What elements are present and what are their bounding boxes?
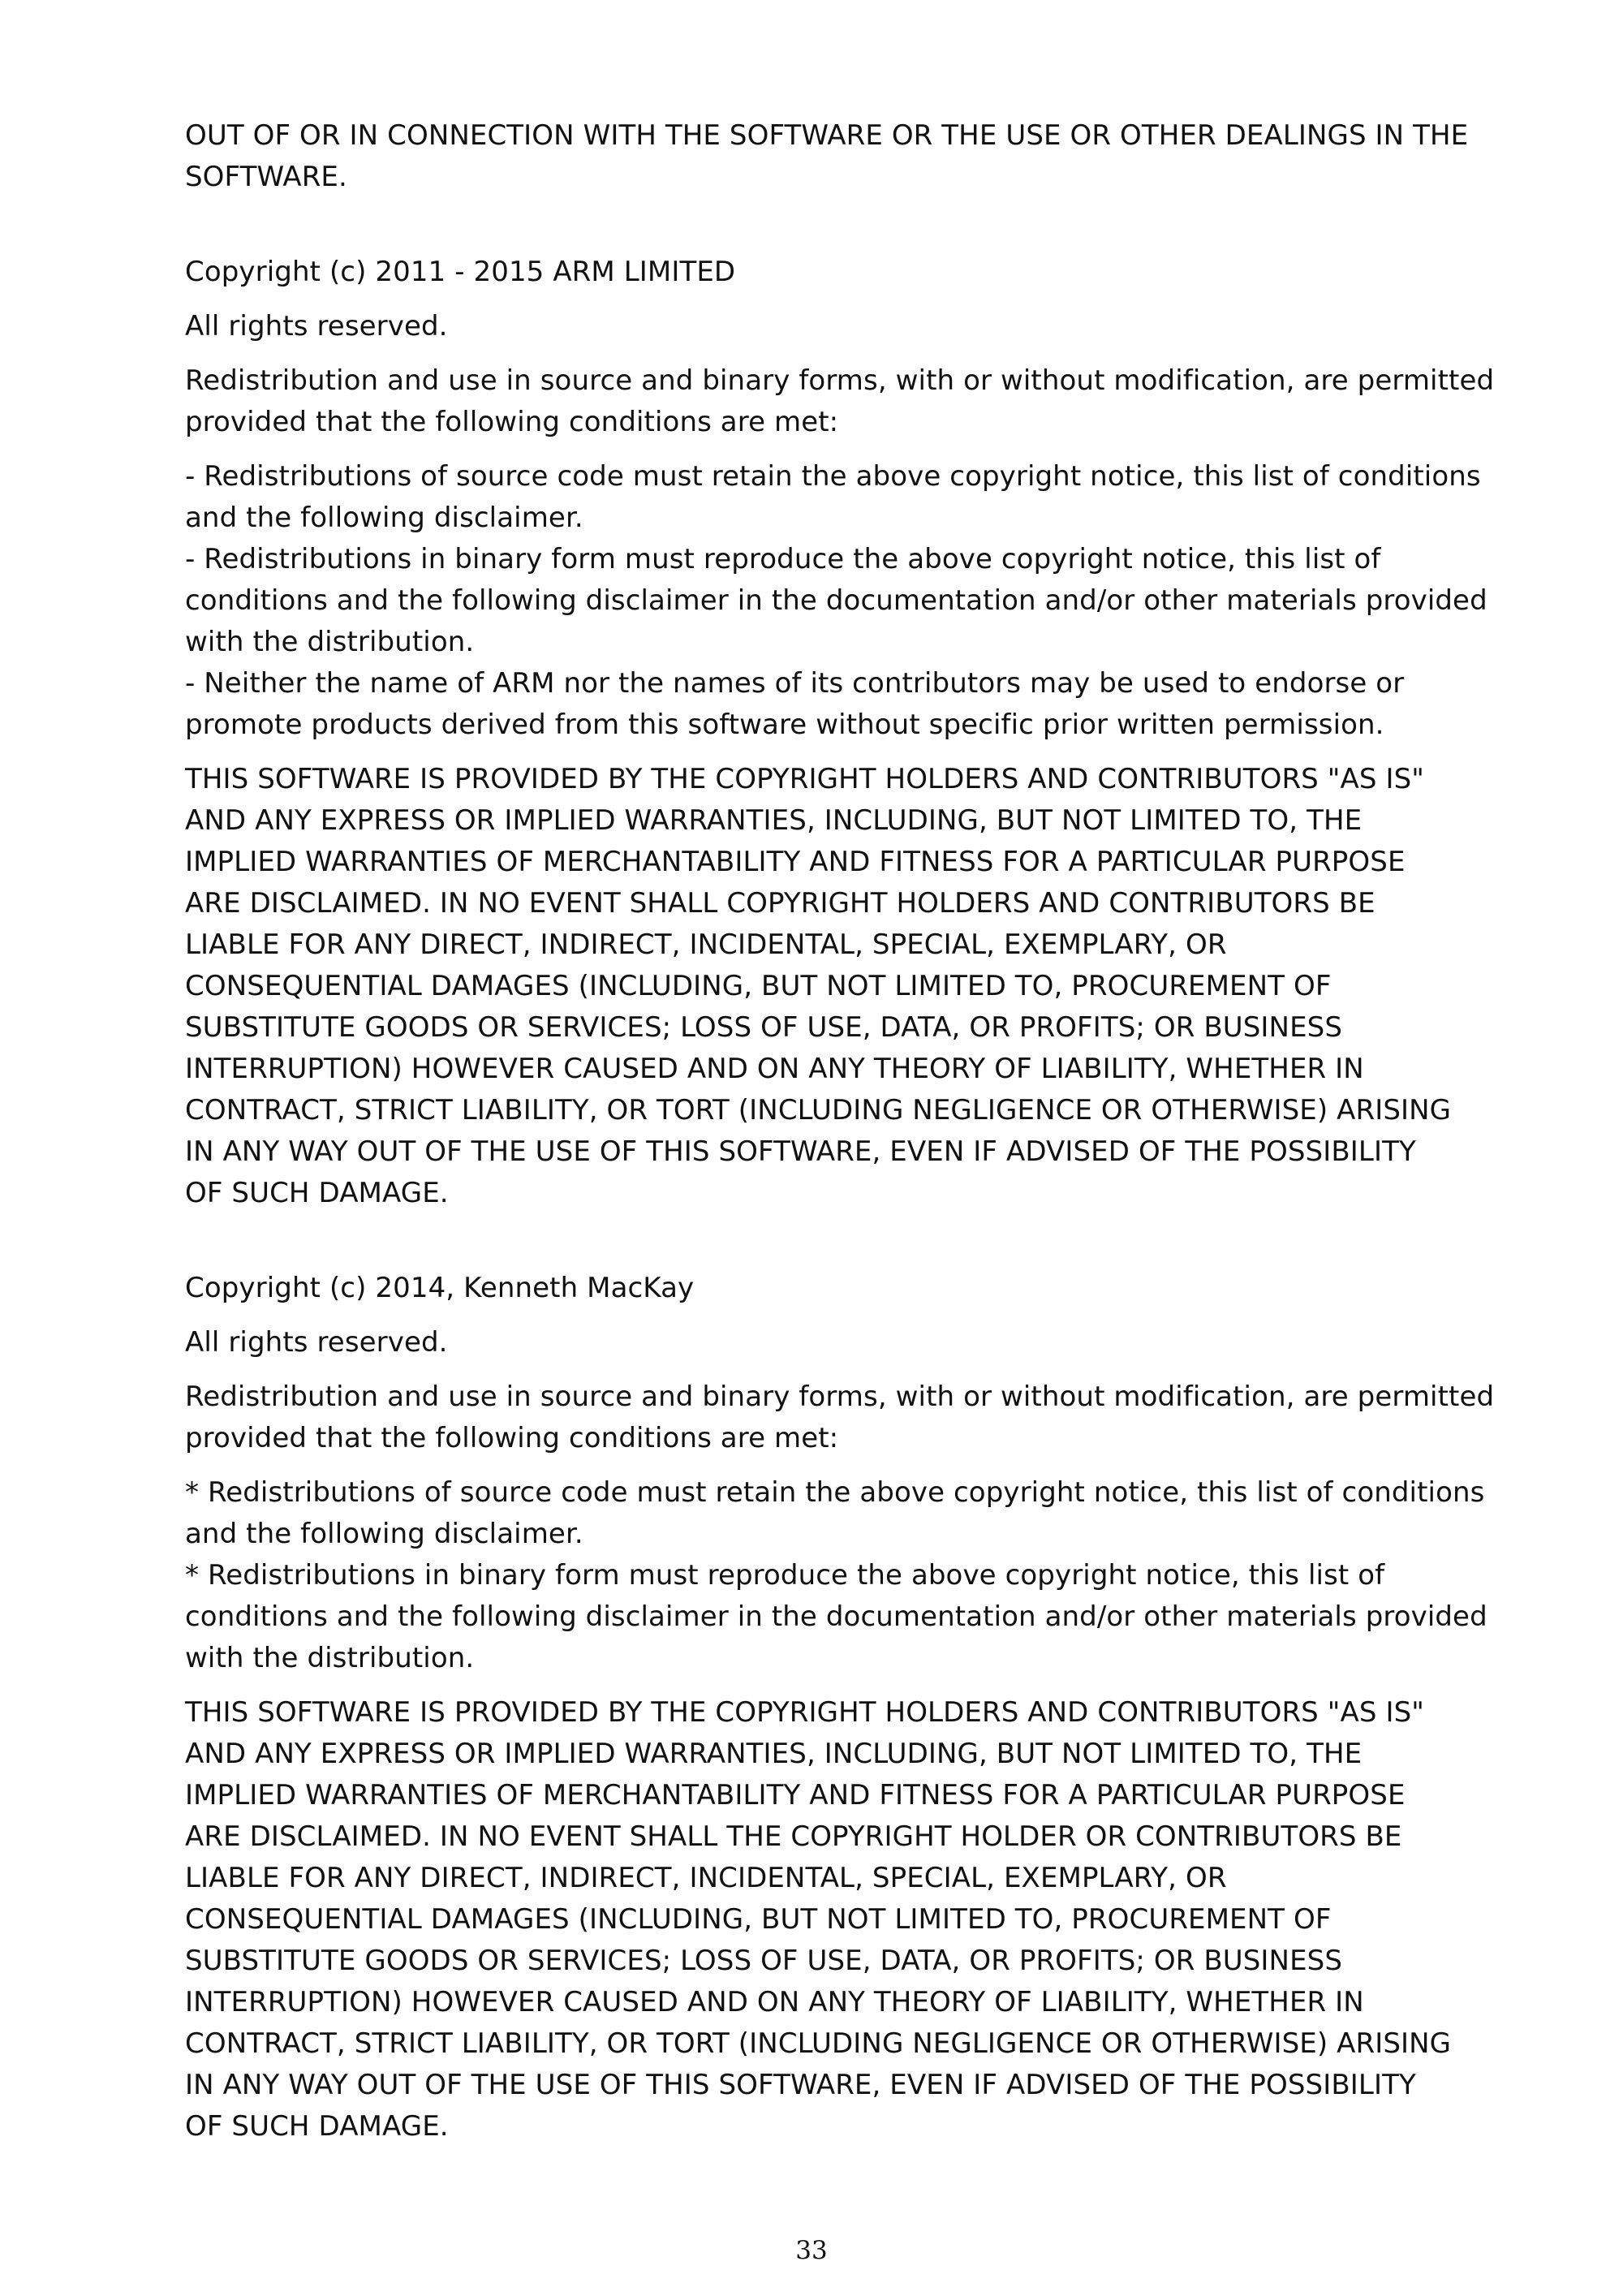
mackay-copyright-line: Copyright (c) 2014, Kenneth MacKay	[185, 1272, 695, 1304]
disclaimer-line: THIS SOFTWARE IS PROVIDED BY THE COPYRIGHT HOLDERS AND CONTRIBUTORS "AS IS"	[185, 763, 1425, 795]
condition-line: and the following disclaimer.	[185, 502, 583, 534]
text-line: provided that the following conditions are met:	[185, 406, 839, 438]
mackay-redistribution-paragraph	[185, 1376, 1500, 1459]
mackay-license-section	[185, 1268, 1500, 2147]
mackay-conditions-list	[185, 1472, 1500, 1679]
disclaimer-line: OF SUCH DAMAGE.	[185, 2110, 449, 2143]
condition-line: promote products derived from this software without specific prior written permission.	[185, 709, 1384, 741]
arm-license-section	[185, 252, 1500, 1214]
arm-rights-line: All rights reserved.	[185, 310, 448, 342]
condition-line: conditions and the following disclaimer in the documentation and/or other materials provided	[185, 584, 1487, 617]
condition-line: * Redistributions of source code must retain the above copyright notice, this list of conditions	[185, 1476, 1485, 1509]
section-spacer	[185, 211, 1500, 252]
disclaimer-line: SUBSTITUTE GOODS OR SERVICES; LOSS OF USE, DATA, OR PROFITS; OR BUSINESS	[185, 1011, 1343, 1044]
text-line: Redistribution and use in source and binary forms, with or without modification, are permitted	[185, 1381, 1495, 1413]
disclaimer-line: CONTRACT, STRICT LIABILITY, OR TORT (INCLUDING NEGLIGENCE OR OTHERWISE) ARISING	[185, 1094, 1452, 1126]
text-line: SOFTWARE.	[185, 161, 347, 193]
disclaimer-line: OF SUCH DAMAGE.	[185, 1177, 449, 1209]
mackay-disclaimer-paragraph	[185, 1692, 1500, 2147]
disclaimer-line: CONTRACT, STRICT LIABILITY, OR TORT (INCLUDING NEGLIGENCE OR OTHERWISE) ARISING	[185, 2027, 1452, 2060]
disclaimer-line: IMPLIED WARRANTIES OF MERCHANTABILITY AND FITNESS FOR A PARTICULAR PURPOSE	[185, 1779, 1406, 1811]
condition-line: * Redistributions in binary form must reproduce the above copyright notice, this list of	[185, 1559, 1385, 1592]
lead-paragraph	[185, 115, 1500, 198]
arm-redistribution-paragraph	[185, 360, 1500, 443]
text-line: provided that the following conditions are met:	[185, 1422, 839, 1454]
disclaimer-line: ARE DISCLAIMED. IN NO EVENT SHALL COPYRIGHT HOLDERS AND CONTRIBUTORS BE	[185, 887, 1375, 920]
section-spacer	[185, 1227, 1500, 1268]
disclaimer-line: LIABLE FOR ANY DIRECT, INDIRECT, INCIDENTAL, SPECIAL, EXEMPLARY, OR	[185, 1862, 1227, 1894]
disclaimer-line: IN ANY WAY OUT OF THE USE OF THIS SOFTWARE, EVEN IF ADVISED OF THE POSSIBILITY	[185, 1135, 1416, 1168]
disclaimer-line: INTERRUPTION) HOWEVER CAUSED AND ON ANY THEORY OF LIABILITY, WHETHER IN	[185, 1986, 1364, 2018]
disclaimer-line: IMPLIED WARRANTIES OF MERCHANTABILITY AND FITNESS FOR A PARTICULAR PURPOSE	[185, 846, 1406, 878]
condition-line: - Neither the name of ARM nor the names of its contributors may be used to endorse or	[185, 667, 1405, 700]
condition-line: with the distribution.	[185, 626, 475, 658]
condition-line: conditions and the following disclaimer in the documentation and/or other materials provided	[185, 1600, 1487, 1633]
arm-copyright-line: Copyright (c) 2011 - 2015 ARM LIMITED	[185, 256, 736, 288]
arm-conditions-list	[185, 456, 1500, 746]
page-number: 33	[795, 2236, 828, 2265]
disclaimer-line: AND ANY EXPRESS OR IMPLIED WARRANTIES, INCLUDING, BUT NOT LIMITED TO, THE	[185, 1738, 1363, 1770]
condition-line: with the distribution.	[185, 1642, 475, 1674]
disclaimer-line: LIABLE FOR ANY DIRECT, INDIRECT, INCIDENTAL, SPECIAL, EXEMPLARY, OR	[185, 928, 1227, 961]
disclaimer-line: AND ANY EXPRESS OR IMPLIED WARRANTIES, INCLUDING, BUT NOT LIMITED TO, THE	[185, 804, 1363, 837]
disclaimer-line: ARE DISCLAIMED. IN NO EVENT SHALL THE COPYRIGHT HOLDER OR CONTRIBUTORS BE	[185, 1820, 1402, 1853]
arm-disclaimer-paragraph	[185, 759, 1500, 1214]
disclaimer-line: THIS SOFTWARE IS PROVIDED BY THE COPYRIGHT HOLDERS AND CONTRIBUTORS "AS IS"	[185, 1696, 1425, 1729]
disclaimer-line: INTERRUPTION) HOWEVER CAUSED AND ON ANY THEORY OF LIABILITY, WHETHER IN	[185, 1053, 1364, 1085]
text-line: Redistribution and use in source and binary forms, with or without modification, are permitted	[185, 364, 1495, 397]
disclaimer-line: CONSEQUENTIAL DAMAGES (INCLUDING, BUT NOT LIMITED TO, PROCUREMENT OF	[185, 1903, 1332, 1936]
disclaimer-line: CONSEQUENTIAL DAMAGES (INCLUDING, BUT NOT LIMITED TO, PROCUREMENT OF	[185, 970, 1332, 1002]
disclaimer-line: SUBSTITUTE GOODS OR SERVICES; LOSS OF USE, DATA, OR PROFITS; OR BUSINESS	[185, 1945, 1343, 1977]
document-page	[185, 115, 1500, 2160]
condition-line: - Redistributions in binary form must reproduce the above copyright notice, this list of	[185, 543, 1381, 575]
condition-line: and the following disclaimer.	[185, 1518, 583, 1550]
disclaimer-line: IN ANY WAY OUT OF THE USE OF THIS SOFTWARE, EVEN IF ADVISED OF THE POSSIBILITY	[185, 2069, 1416, 2101]
mackay-rights-line: All rights reserved.	[185, 1326, 448, 1359]
text-line: OUT OF OR IN CONNECTION WITH THE SOFTWARE OR THE USE OR OTHER DEALINGS IN THE	[185, 119, 1469, 152]
condition-line: - Redistributions of source code must retain the above copyright notice, this list of conditions	[185, 460, 1481, 493]
